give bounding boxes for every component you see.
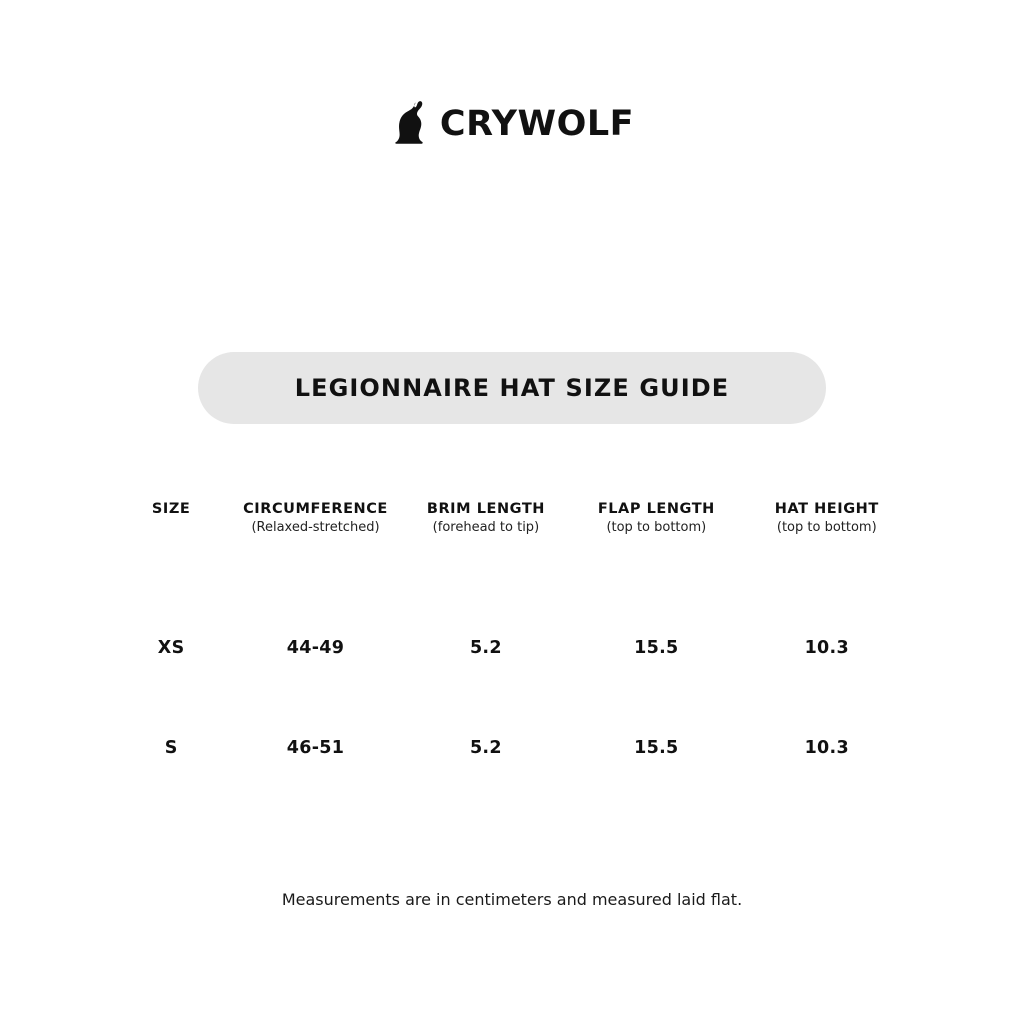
cell-brim-length: 5.2: [469, 637, 502, 658]
size-guide-table: [112, 500, 912, 798]
measurement-footnote: Measurements are in centimeters and measured laid flat.: [281, 890, 743, 909]
table-header: [112, 500, 912, 538]
cell-hat-height: 10.3: [804, 637, 849, 658]
column-header-hat-height: HAT HEIGHT (top to bottom): [774, 501, 879, 536]
cell-brim-length: 5.2: [469, 737, 502, 758]
cell-size: S: [164, 737, 178, 758]
brand-name: CRYWOLF: [439, 103, 635, 144]
table-spacer-row: [112, 538, 912, 598]
table-row: [112, 698, 912, 798]
cell-circumference: 44-49: [286, 637, 345, 658]
table-row: [112, 598, 912, 698]
cell-flap-length: 15.5: [634, 637, 679, 658]
cell-circumference: 46-51: [286, 737, 345, 758]
column-header-flap-length: FLAP LENGTH (top to bottom): [597, 501, 715, 536]
cell-hat-height: 10.3: [804, 737, 849, 758]
cell-flap-length: 15.5: [634, 737, 679, 758]
page-title: LEGIONNAIRE HAT SIZE GUIDE: [294, 374, 730, 402]
column-header-brim-length: BRIM LENGTH (forehead to tip): [426, 501, 545, 536]
column-header-size: SIZE: [151, 501, 191, 517]
column-header-circumference: CIRCUMFERENCE (Relaxed-stretched): [243, 501, 388, 536]
wolf-howling-icon: [390, 100, 430, 148]
size-guide-title-banner: [198, 352, 826, 424]
table-body: [112, 538, 912, 798]
brand-header: [0, 100, 1024, 148]
cell-size: XS: [157, 637, 185, 658]
